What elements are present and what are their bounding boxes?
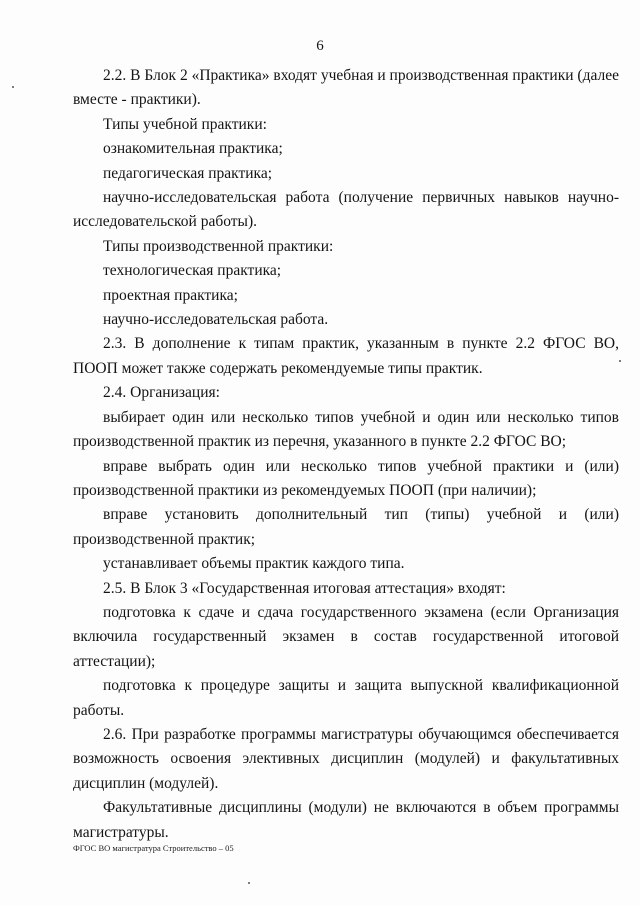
list-item-state-exam: подготовка к сдаче и сдача государственного экзамена (если Организация включила государственный экзамен в состав государственной итоговой аттестации); xyxy=(73,603,619,670)
paragraph-2-2: 2.2. В Блок 2 «Практика» входят учебная и производственная практики (далее вместе - практики). xyxy=(73,67,619,109)
body-text xyxy=(73,64,619,845)
scan-speck xyxy=(619,360,621,362)
paragraph-2-4: 2.4. Организация: xyxy=(103,384,220,402)
list-item-pedagogical-practice: педагогическая практика; xyxy=(103,164,273,182)
page-number: 6 xyxy=(316,38,324,54)
list-item-introductory-practice: ознакомительная практика; xyxy=(103,140,283,158)
scan-speck xyxy=(12,86,14,88)
list-item-thesis-defense: подготовка к процедуре защиты и защита выпускной квалификационной работы. xyxy=(73,677,619,719)
list-item-project-practice: проектная практика; xyxy=(103,286,238,304)
paragraph-2-6: 2.6. При разработке программы магистратуры обучающимся обеспечивается возможность освоения элективных дисциплин (модулей) и факультативных дисциплин (модулей). xyxy=(73,725,619,792)
scan-speck xyxy=(248,882,250,884)
paragraph-study-practice-types: Типы учебной практики: xyxy=(103,115,267,133)
paragraph-2-3: 2.3. В дополнение к типам практик, указанным в пункте 2.2 ФГОС ВО, ПООП может также содержать рекомендуемые типы практик. xyxy=(73,335,619,377)
list-item-research-work-2: научно-исследовательская работа. xyxy=(103,311,329,329)
list-item-sets-volumes: устанавливает объемы практик каждого типа. xyxy=(103,555,405,573)
paragraph-optional-disciplines: Факультативные дисциплины (модули) не включаются в объем программы магистратуры. xyxy=(73,799,619,841)
list-item-selects-types: выбирает один или несколько типов учебной и один или несколько типов производственной практик из перечня, указанного в пункте 2.2 ФГОС ВО; xyxy=(73,408,619,451)
paragraph-industrial-practice-types: Типы производственной практики: xyxy=(103,237,334,255)
paragraph-2-5: 2.5. В Блок 3 «Государственная итоговая аттестация» входят: xyxy=(103,579,506,597)
footer-label: ФГОС ВО магистратура Строительство – 05 xyxy=(73,843,234,853)
list-item-research-work: научно-исследовательская работа (получение первичных навыков научно-исследовательской работы). xyxy=(73,189,619,231)
list-item-may-establish: вправе установить дополнительный тип (типы) учебной и (или) производственной практик; xyxy=(73,506,619,548)
list-item-technological-practice: технологическая практика; xyxy=(103,262,282,280)
list-item-may-choose: вправе выбрать один или несколько типов учебной практики и (или) производственной практики из рекомендуемых ПООП (при наличии); xyxy=(73,457,619,499)
